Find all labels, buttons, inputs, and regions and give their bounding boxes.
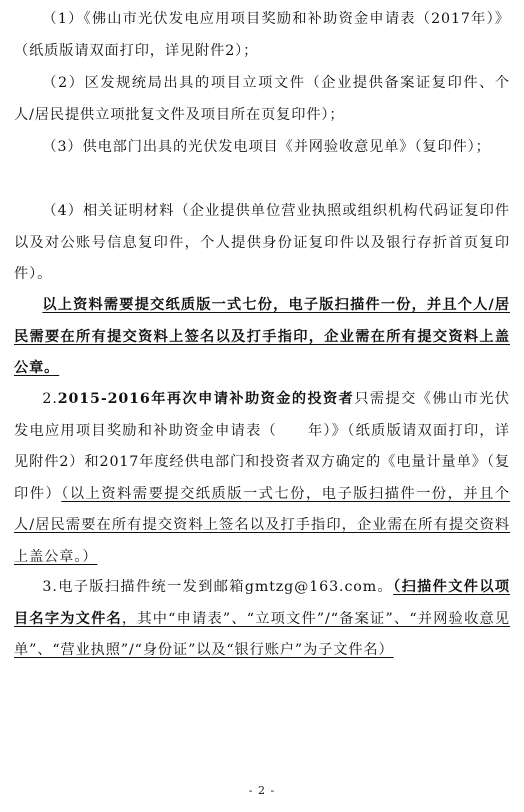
notice-paragraph (14, 290, 510, 385)
section-3-bold-note: （扫描件文件以项目名字为文件名 (14, 579, 510, 627)
item-1-text: （1）《佛山市光伏发电应用项目奖励和补助资金申请表（2017年）》（纸质版请双面打印，详见附件2）； (14, 11, 510, 59)
section-3-underlined-note: ，其中“申请表”、“立项文件”/“备案证”、“并网验收意见单”、“营业执照”/“身份证”以及“银行账户”为子文件名） (14, 610, 510, 658)
item-4-paragraph (14, 196, 510, 291)
section-2-underlined-note: （以上资料需要提交纸质版一式七份，电子版扫描件一份，并且个人/居民需要在所有提交资料上签名以及打手指印，企业需在所有提交资料上盖公章。） (14, 485, 510, 565)
item-1-paragraph (14, 4, 510, 67)
section-3-text: 3.电子版扫描件统一发到邮箱gmtzg@163.com。 (42, 579, 394, 595)
item-3-text: （3）供电部门出具的光伏发电项目《并网验收意见单》（复印件）； (42, 139, 491, 155)
section-2-paragraph (14, 384, 510, 573)
section-2-bold-heading: 2015-2016年再次申请补助资金的投资者 (57, 391, 355, 407)
page-number: - 2 - (248, 784, 276, 797)
item-2-paragraph (14, 68, 510, 131)
item-4-text: （4）相关证明材料（企业提供单位营业执照或组织机构代码证复印件以及对公账号信息复印件，个人提供身份证复印件以及银行存折首页复印件）。 (14, 203, 510, 282)
section-2-text: 只需提交《佛山市光伏发电应用项目奖励和补助资金申请表（ 年）》（纸质版请双面打印，详见附件2）和2017年度经供电部门和投资者双方确定的《电量计量单》（复印件） (14, 391, 510, 502)
section-2-number: 2. (42, 391, 58, 407)
item-3-paragraph (14, 132, 510, 164)
notice-text: 以上资料需要提交纸质版一式七份，电子版扫描件一份，并且个人/居民需要在所有提交资料上签名以及打手指印，企业需在所有提交资料上盖公章。 (14, 297, 510, 376)
item-2-text: （2）区发规统局出具的项目立项文件（企业提供备案证复印件、个人/居民提供立项批复文件及项目所在页复印件）； (14, 75, 510, 123)
section-3-paragraph (14, 572, 510, 667)
